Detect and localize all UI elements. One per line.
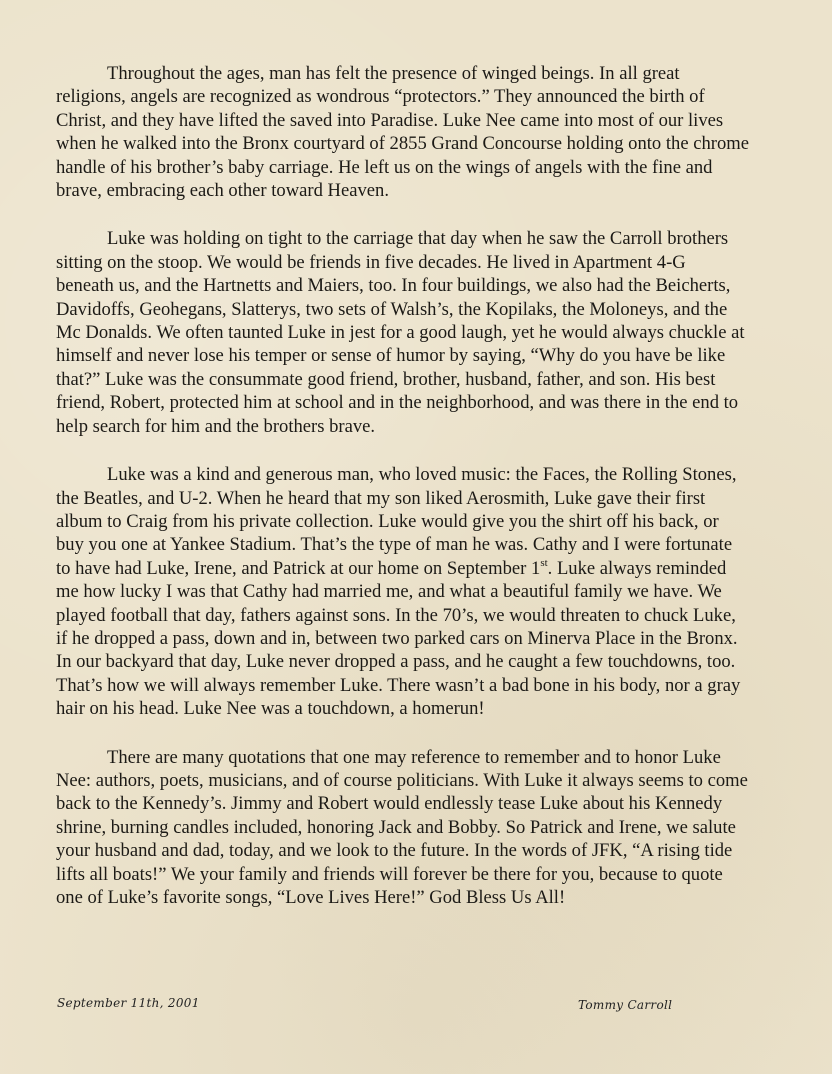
text-line: shrine, burning candles included, honoring Jack and Bobby. So Patrick and Irene, we salute (56, 816, 736, 838)
text-line: me how lucky I was that Cathy had married me, and what a beautiful family we have. We (56, 581, 722, 603)
text-line: brave, embracing each other toward Heaven. (56, 180, 389, 202)
text-line: Christ, and they have lifted the saved into Paradise. Luke Nee came into most of our lives (56, 109, 724, 131)
text-line: sitting on the stoop. We would be friends in five decades. He lived in Apartment 4-G (56, 251, 686, 273)
paragraph-3 (56, 463, 786, 720)
text-line: There are many quotations that one may reference to remember and to honor Luke (107, 746, 721, 768)
text-line: help search for him and the brothers brave. (56, 415, 376, 437)
text-segment: to have had Luke, Irene, and Patrick at our home on September 1 (56, 557, 541, 579)
text-line: friend, Robert, protected him at school and in the neighborhood, and was there in the end to (56, 392, 739, 414)
text-line: Luke was holding on tight to the carriage that day when he saw the Carroll brothers (107, 228, 729, 250)
text-line: Luke was a kind and generous man, who loved music: the Faces, the Rolling Stones, (107, 464, 737, 486)
text-line: Davidoffs, Geohegans, Slatterys, two sets of Walsh’s, the Kopilaks, the Moloneys, and the (56, 298, 728, 320)
text-line: In our backyard that day, Luke never dropped a pass, and he caught a few touchdowns, too. (56, 651, 736, 673)
text-line: Mc Donalds. We often taunted Luke in jest for a good laugh, yet he would always chuckle at (56, 322, 745, 344)
signature: Tommy Carroll (578, 998, 673, 1012)
text-line: back to the Kennedy’s. Jimmy and Robert would endlessly tease Luke about his Kennedy (56, 793, 723, 815)
text-line: Nee: authors, poets, musicians, and of course politicians. With Luke it always seems to come (56, 769, 748, 791)
footer-date: September 11th, 2001 (57, 996, 200, 1010)
text-segment: . Luke always reminded (547, 557, 727, 579)
paragraph-4 (56, 746, 786, 910)
text-line: religions, angels are recognized as wondrous “protectors.” They announced the birth of (56, 86, 705, 108)
text-line-with-superscript (56, 557, 786, 580)
text-line: if he dropped a pass, down and in, between two parked cars on Minerva Place in the Bronx. (56, 627, 738, 649)
text-line: played football that day, fathers against sons. In the 70’s, we would threaten to chuck Luke, (56, 604, 736, 626)
ordinal-superscript: st (540, 556, 548, 569)
text-line: hair on his head. Luke Nee was a touchdown, a homerun! (56, 698, 485, 720)
text-line: that?” Luke was the consummate good friend, brother, husband, father, and son. His best (56, 368, 716, 390)
text-line: the Beatles, and U-2. When he heard that my son liked Aerosmith, Luke gave their first (56, 487, 706, 509)
text-line: your husband and dad, today, and we look to the future. In the words of JFK, “A rising tide (56, 840, 733, 862)
text-line: buy you one at Yankee Stadium. That’s the type of man he was. Cathy and I were fortunate (56, 534, 733, 556)
paragraph-1 (56, 62, 786, 202)
text-line: when he walked into the Bronx courtyard of 2855 Grand Concourse holding onto the chrome (56, 133, 749, 155)
document-body (56, 62, 786, 934)
paragraph-2 (56, 227, 786, 438)
text-line: handle of his brother’s baby carriage. He left us on the wings of angels with the fine and (56, 156, 713, 178)
text-line: That’s how we will always remember Luke. There wasn’t a bad bone in his body, nor a gray (56, 674, 741, 696)
text-line: lifts all boats!” We your family and friends will forever be there for you, because to quote (56, 863, 723, 885)
text-line: beneath us, and the Hartnetts and Maiers, too. In four buildings, we also had the Beicherts, (56, 275, 731, 297)
text-line: himself and never lose his temper or sense of humor by saying, “Why do you have be like (56, 345, 726, 367)
text-line: album to Craig from his private collection. Luke would give you the shirt off his back, or (56, 510, 719, 532)
text-line: one of Luke’s favorite songs, “Love Lives Here!” God Bless Us All! (56, 887, 566, 908)
text-line: Throughout the ages, man has felt the presence of winged beings. In all great (107, 63, 680, 84)
